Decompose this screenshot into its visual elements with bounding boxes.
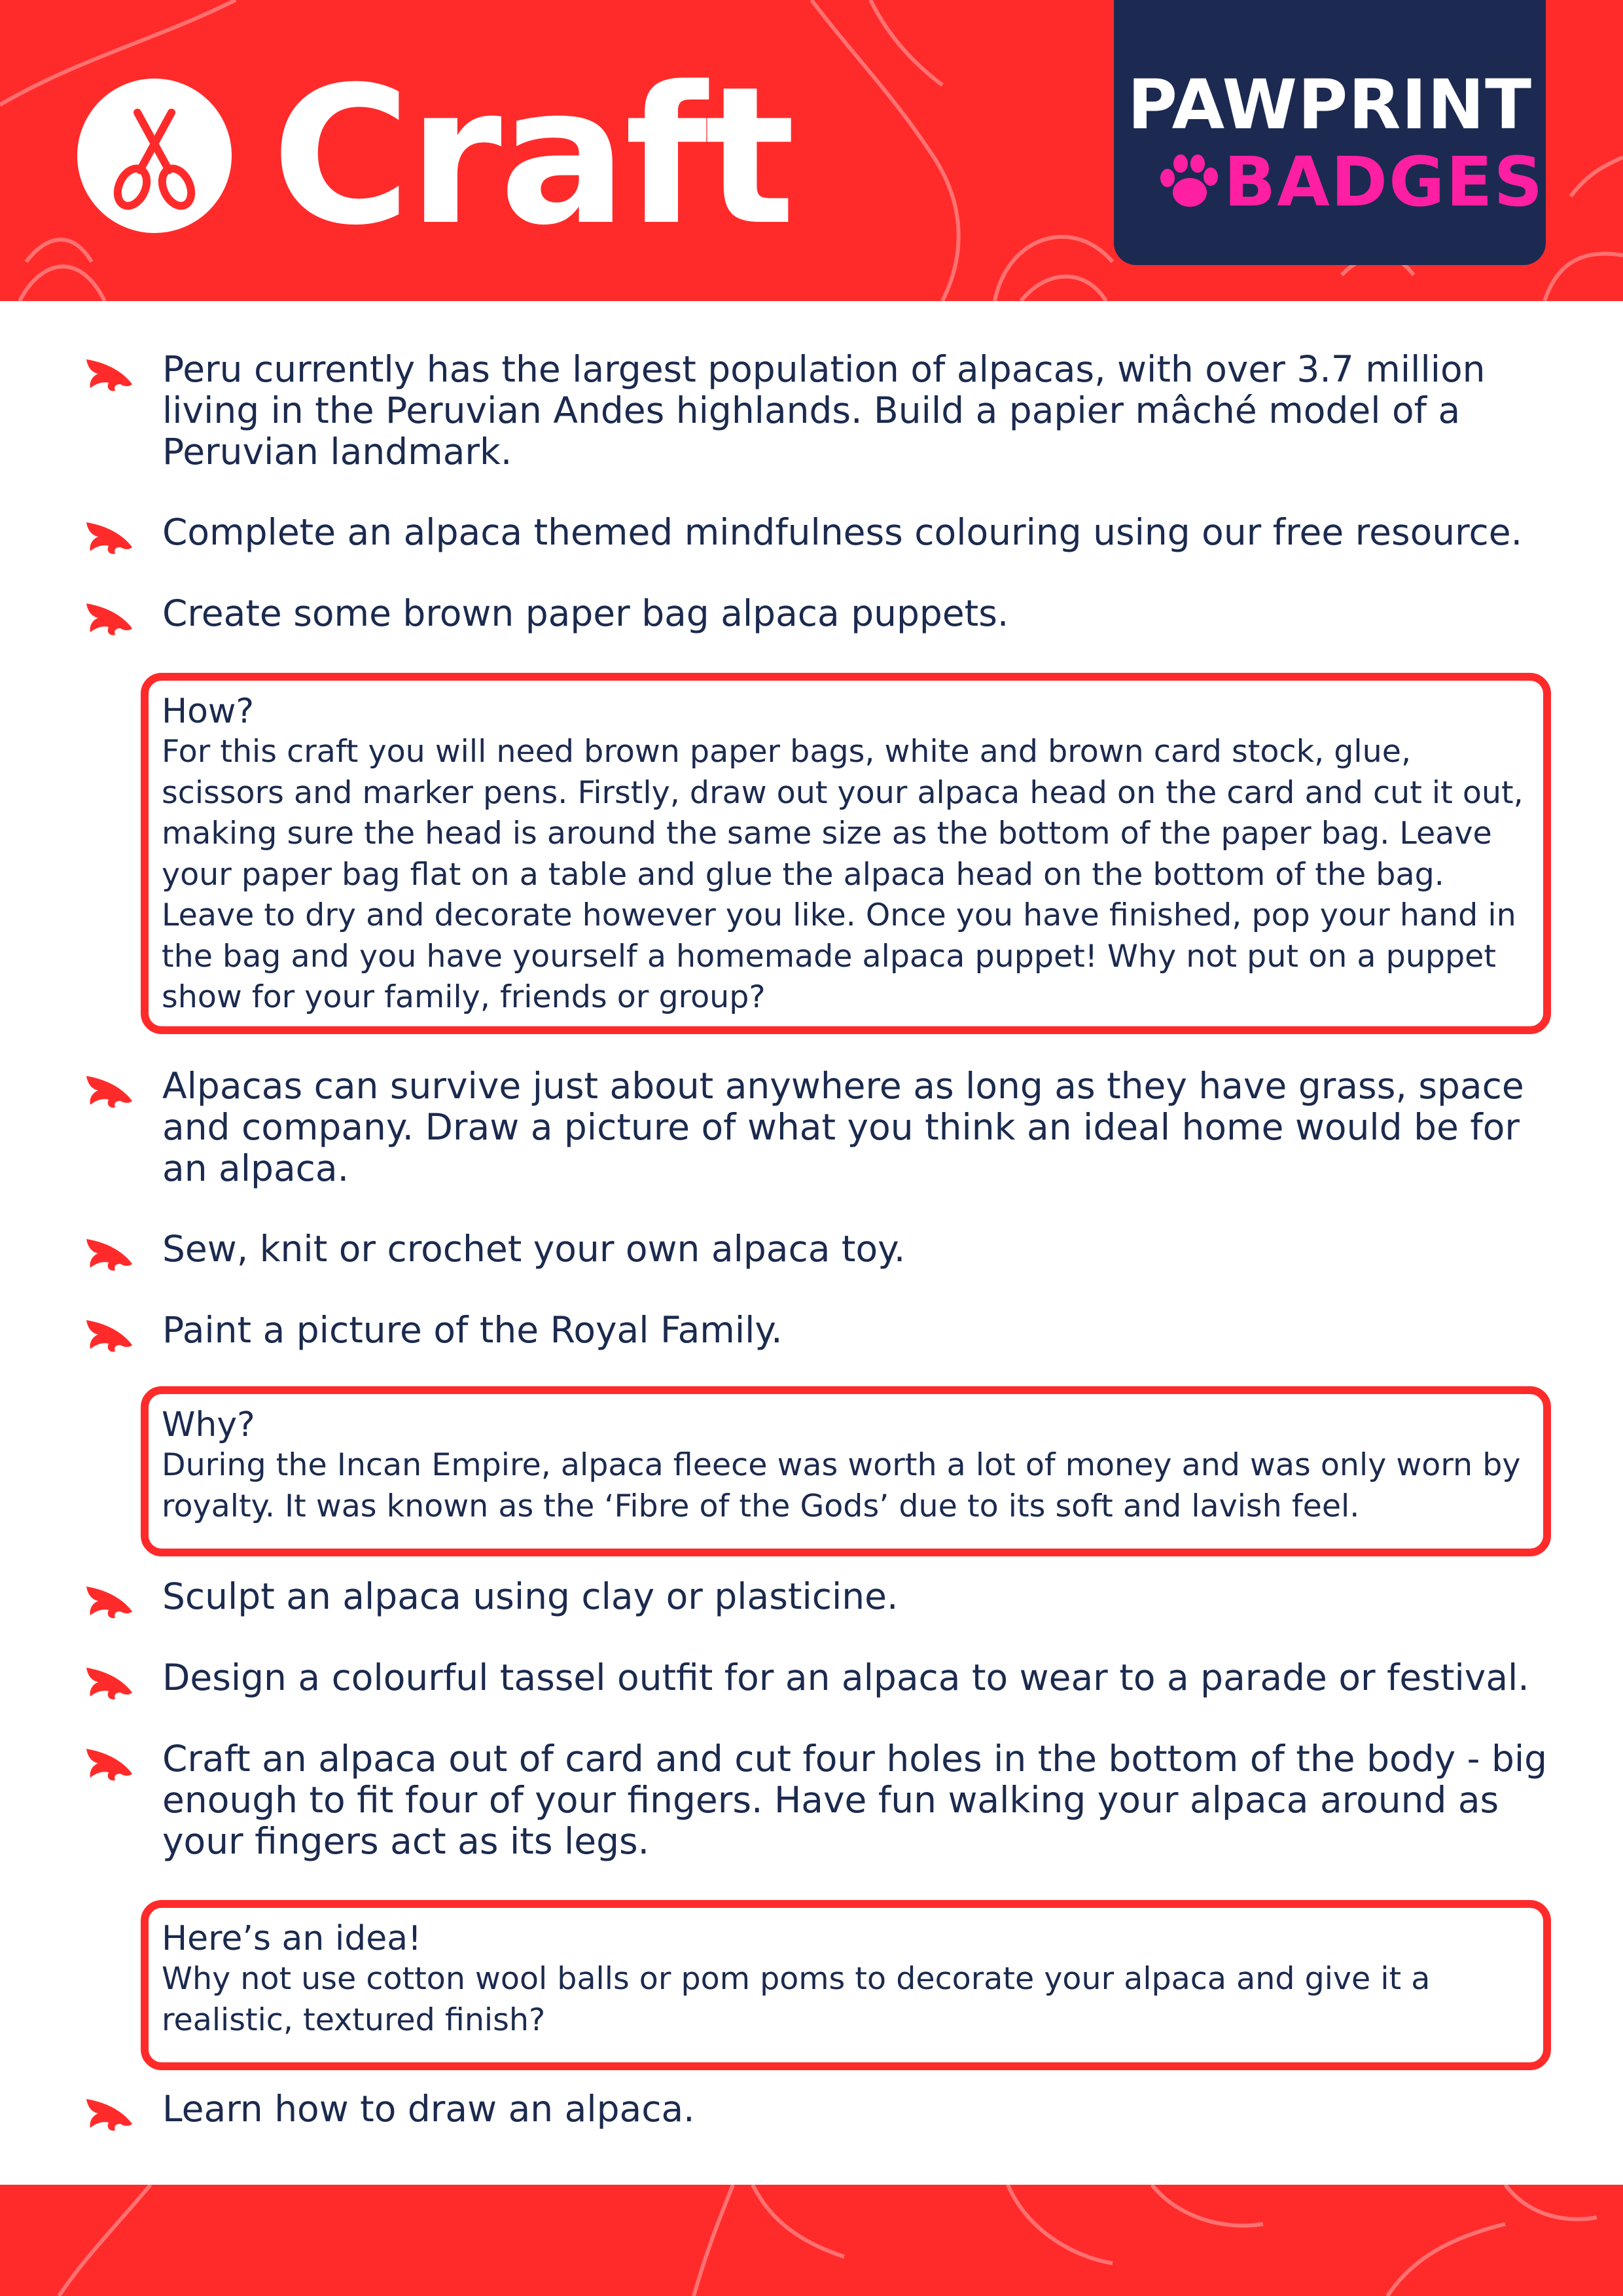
info-box-idea (141, 1900, 1551, 2070)
item-text: Sew, knit or crochet your own alpaca toy. (162, 1228, 906, 1270)
decorative-leaf-pattern (0, 2185, 1623, 2296)
logo-line-2-row (1114, 143, 1546, 221)
item-text: Alpacas can survive just about anywhere as long as they have grass, space and company. Draw a picture of what you think an ideal home would be for an alpaca. (162, 1065, 1524, 1189)
item-text: Peru currently has the largest population of alpacas, with over 3.7 million living in the Peruvian Andes highlands. Build a papier mâché model of a Peruvian landmark. (162, 348, 1486, 473)
item-text: Craft an alpaca out of card and cut four holes in the bottom of the body - big enough to fit four of your fingers. Have fun walking your alpaca around as your fingers act as its legs. (162, 1738, 1548, 1862)
item-text: Sculpt an alpaca using clay or plasticine. (162, 1575, 899, 1617)
leaf-icon (84, 354, 134, 393)
pawprint-badges-logo (1114, 0, 1546, 265)
paw-icon (1154, 149, 1220, 215)
item-text: Complete an alpaca themed mindfulness colouring using our free resource. (162, 511, 1523, 553)
info-box-how (141, 673, 1551, 1034)
logo-line-1: PAWPRINT (1127, 65, 1533, 145)
info-box-why (141, 1386, 1551, 1556)
info-box-title: How? (162, 692, 255, 731)
info-box-body: For this craft you will need brown paper bags, white and brown card stock, glue, scissors and marker pens. Firstly, draw out your alpaca head on the card and cut it out, making sure the head is around the same size as the bottom of the paper bag. Leave your paper bag flat on a table and glue the alpaca head on the bottom of the bag. Leave to dry and decorate however you like. Once you have finished, pop your hand in the bag and you have yourself a homemade alpaca puppet! Why not put on a puppet show for your family, friends or group? (162, 734, 1524, 1015)
item-text: Create some brown paper bag alpaca puppets. (162, 592, 1009, 634)
page-title: Craft (272, 46, 793, 267)
leaf-icon (84, 1744, 134, 1783)
logo-line-2: BADGES (1224, 142, 1544, 222)
info-box-title: Here’s an idea! (162, 1919, 421, 1958)
leaf-icon (84, 1234, 134, 1273)
scissors-icon (77, 79, 232, 233)
item-text: Paint a picture of the Royal Family. (162, 1309, 783, 1351)
leaf-icon (84, 2094, 134, 2133)
leaf-icon (84, 1315, 134, 1354)
scissors-icon-badge (77, 79, 232, 233)
item-text: Design a colourful tassel outfit for an alpaca to wear to a parade or festival. (162, 1657, 1529, 1698)
info-box-title: Why? (162, 1405, 255, 1444)
item-text: Learn how to draw an alpaca. (162, 2088, 695, 2130)
info-box-body: During the Incan Empire, alpaca fleece was worth a lot of money and was only worn by royalty. It was known as the ‘Fibre of the Gods’ due to its soft and lavish feel. (162, 1447, 1521, 1524)
leaf-icon (84, 1662, 134, 1702)
leaf-icon (84, 1581, 134, 1621)
leaf-icon (84, 598, 134, 637)
footer-banner (0, 2185, 1623, 2296)
info-box-body: Why not use cotton wool balls or pom poms to decorate your alpaca and give it a realistic, textured finish? (162, 1961, 1431, 2038)
header-banner (0, 0, 1623, 301)
leaf-icon (84, 1071, 134, 1110)
leaf-icon (84, 517, 134, 556)
